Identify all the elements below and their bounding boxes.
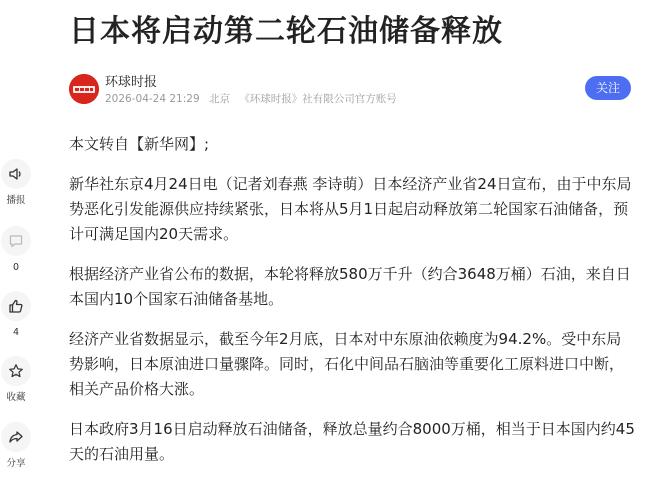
author-info	[69, 73, 631, 109]
comment-icon	[1, 226, 31, 256]
share-label: 分享	[6, 458, 26, 469]
comment-count: 0	[12, 262, 20, 273]
share-button[interactable]	[0, 422, 32, 470]
article-title: 日本将启动第二轮石油储备释放	[69, 14, 503, 49]
avatar[interactable]	[69, 74, 99, 104]
follow-button[interactable]: 关注	[585, 76, 631, 100]
broadcast-button[interactable]	[0, 159, 32, 207]
article-paragraph: 根据经济产业省公布的数据，本轮将释放580万千升（约合3648万桶）石油，来自日本国内10个国家石油储备基地。	[69, 265, 631, 308]
star-icon	[1, 356, 31, 386]
share-icon	[1, 422, 31, 452]
avatar-logo-icon	[69, 74, 99, 104]
article-meta	[105, 93, 403, 106]
favorite-button[interactable]	[0, 356, 32, 404]
favorite-label: 收藏	[6, 392, 26, 403]
article-paragraph: 本文转自【新华网】;	[69, 135, 210, 153]
article-body	[69, 132, 635, 482]
publish-time: 2026-04-24 21:29	[105, 93, 200, 105]
author-name[interactable]: 环球时报	[105, 75, 158, 90]
account-source: 《环球时报》社有限公司官方账号	[239, 93, 397, 105]
like-count: 4	[12, 327, 20, 338]
broadcast-label: 播报	[6, 195, 26, 206]
comment-button[interactable]	[0, 226, 32, 274]
thumbs-up-icon	[1, 291, 31, 321]
article-paragraph: 新华社东京4月24日电（记者刘春燕 李诗萌）日本经济产业省24日宣布，由于中东局势恶化引发能源供应持续紧张，日本将从5月1日起启动释放第二轮国家石油储备，预计可满足国内20天需求。	[69, 175, 632, 243]
article-paragraph: 日本政府3月16日启动释放石油储备，释放总量约合8000万桶，相当于日本国内约45天的石油用量。	[69, 420, 635, 463]
speaker-icon	[1, 159, 31, 189]
publish-location: 北京	[208, 93, 230, 105]
article-paragraph: 经济产业省数据显示，截至今年2月底，日本对中东原油依赖度为94.2%。受中东局势影响，日本原油进口量骤降。同时，石化中间品石脑油等重要化工原料进口中断，相关产品价格大涨。	[69, 330, 625, 398]
like-button[interactable]	[0, 291, 32, 339]
